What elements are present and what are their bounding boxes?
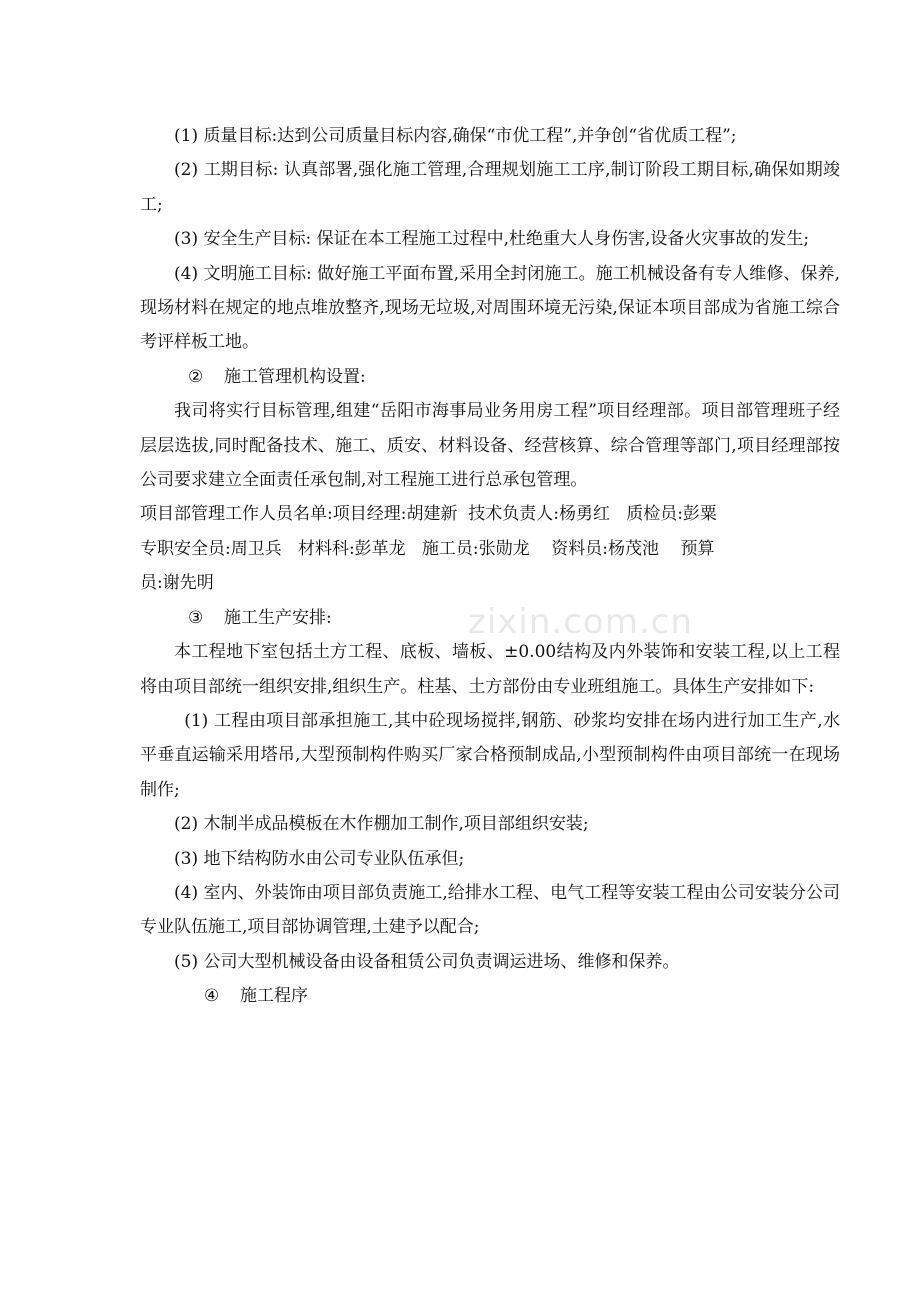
production-item: (4) 室内、外装饰由项目部负责施工,给排水工程、电气工程等安装工程由公司安装分公司专业队伍施工,项目部协调管理,土建予以配合; — [140, 882, 840, 938]
staff-list-line: 项目部管理工作人员名单:项目经理:胡建新 技术负责人:杨勇红 质检员:彭粟 — [140, 504, 717, 525]
management-paragraph: 我司将实行目标管理,组建“岳阳市海事局业务用房工程”项目经理部。项目部管理班子经层层选拔,同时配备技术、施工、质安、材料设备、经营核算、综合管理等部门,项目经理部按公司要求建立全面责任承包制,对工程施工进行总承包管理。 — [140, 401, 840, 491]
goal-schedule: (2) 工期目标: 认真部署,强化施工管理,合理规划施工工序,制订阶段工期目标,确保如期竣工; — [140, 160, 840, 215]
section-number: ③ — [188, 607, 204, 628]
production-item: (1) 工程由项目部承担施工,其中砼现场搅拌,钢筋、砂浆均安排在场内进行加工生产,水平垂直运输采用塔吊,大型预制构件购买厂家合格预制成品,小型预制构件由项目部统一在现场制作; — [140, 710, 840, 800]
section-title: 施工程序 — [240, 986, 308, 1007]
production-paragraph: 本工程地下室包括土方工程、底板、墙板、±0.00结构及内外装饰和安装工程,以上工程将由项目部统一组织安排,组织生产。柱基、土方部份由专业班组施工。具体生产安排如下: — [140, 642, 840, 697]
staff-list-line: 员:谢先明 — [140, 573, 214, 594]
section-heading-procedure — [140, 979, 840, 1013]
section-number: ② — [188, 366, 204, 387]
section-heading-production — [140, 601, 840, 635]
section-title: 施工管理机构设置: — [224, 366, 366, 387]
section-heading-management — [140, 360, 840, 394]
goal-quality: (1) 质量目标:达到公司质量目标内容,确保“市优工程”,并争创“省优质工程”; — [174, 126, 737, 146]
goal-safety: (3) 安全生产目标: 保证在本工程施工过程中,杜绝重大人身伤害,设备火灾事故的发生; — [174, 229, 810, 250]
watermark: zixin.com.cn — [468, 602, 693, 642]
production-item: (5) 公司大型机械设备由设备租赁公司负责调运进场、维修和保养。 — [174, 951, 680, 972]
section-number: ④ — [204, 986, 220, 1007]
production-item: (2) 木制半成品模板在木作棚加工制作,项目部组织安装; — [174, 814, 589, 835]
production-item: (3) 地下结构防水由公司专业队伍承但; — [174, 848, 465, 869]
document-body — [140, 119, 840, 1014]
section-title: 施工生产安排: — [224, 607, 332, 628]
goal-civilized: (4) 文明施工目标: 做好施工平面布置,采用全封闭施工。施工机械设备有专人维修、保养,现场材料在规定的地点堆放整齐,现场无垃圾,对周围环境无污染,保证本项目部成为省施工综合考评样板工地。 — [140, 263, 840, 353]
staff-list-line: 专职安全员:周卫兵 材料科:彭革龙 施工员:张勋龙 资料员:杨茂池 预算 — [140, 538, 715, 559]
